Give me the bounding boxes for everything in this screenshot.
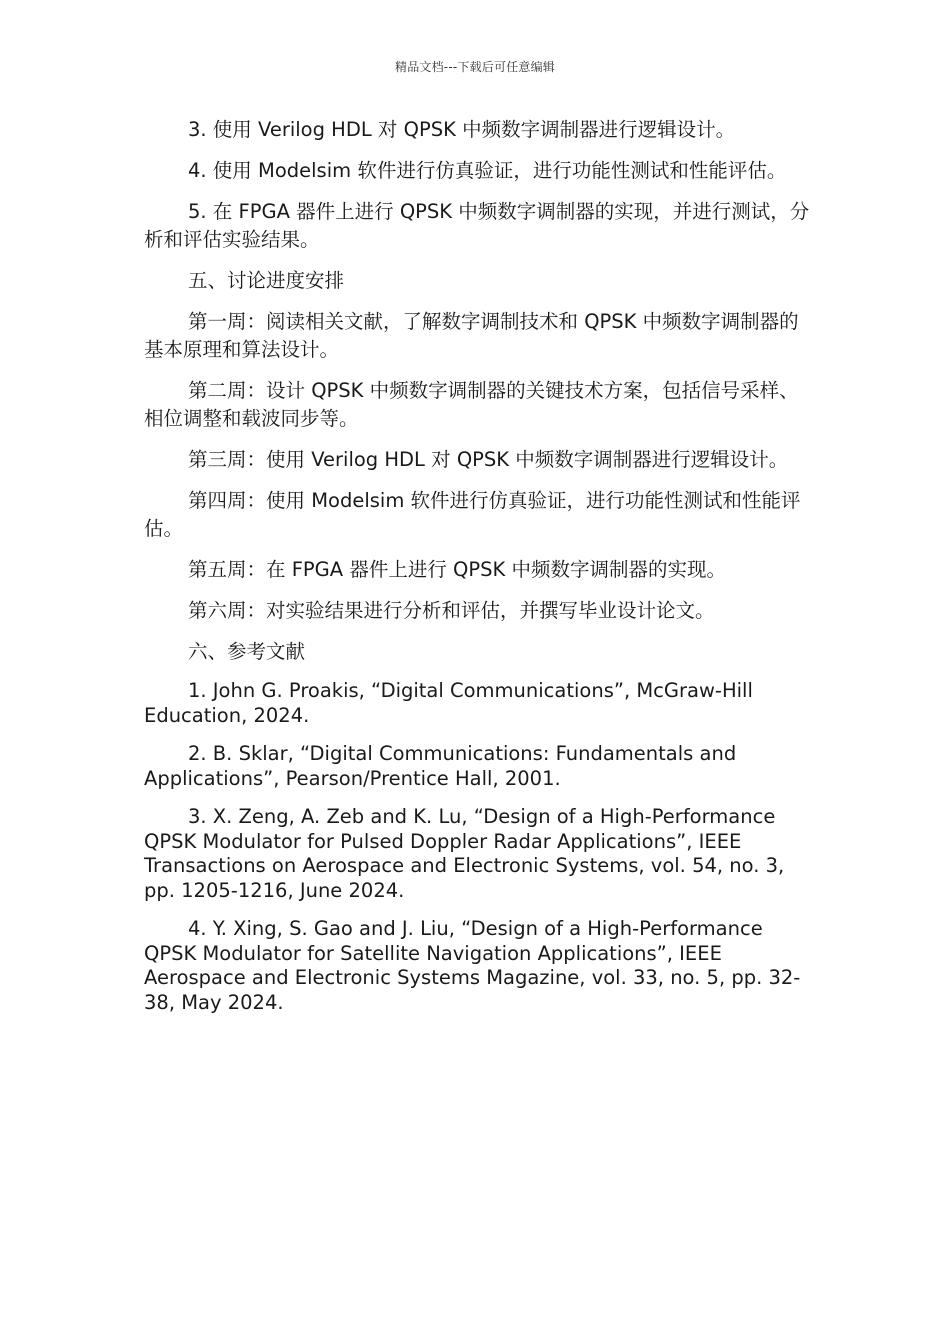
schedule-item: 第二周：设计 QPSK 中频数字调制器的关键技术方案，包括信号采样、相位调整和载波同步等。 xyxy=(144,379,799,430)
page-header: 精品文档---下载后可任意编辑 xyxy=(395,60,555,74)
schedule-item: 第五周：在 FPGA 器件上进行 QPSK 中频数字调制器的实现。 xyxy=(188,558,726,581)
steps-section xyxy=(144,116,812,666)
step-item: 5. 在 FPGA 器件上进行 QPSK 中频数字调制器的实现，并进行测试，分析和评估实验结果。 xyxy=(144,200,810,251)
document-body xyxy=(144,116,812,1029)
reference-item: 1. John G. Proakis, “Digital Communications”, McGraw-Hill Education, 2024. xyxy=(144,679,753,727)
schedule-item: 第四周：使用 Modelsim 软件进行仿真验证，进行功能性测试和性能评估。 xyxy=(144,489,801,540)
references-heading: 六、参考文献 xyxy=(188,640,306,663)
step-item: 3. 使用 Verilog HDL 对 QPSK 中频数字调制器进行逻辑设计。 xyxy=(188,118,736,141)
reference-item: 3. X. Zeng, A. Zeb and K. Lu, “Design of a High-Performance QPSK Modulator for Pulsed Doppler Radar Applications”, IEEE Transactions on Aerospace and Electronic Systems, vol. 54, no. 3, pp. 1205-1216, June 2024. xyxy=(144,805,785,902)
reference-item: 4. Y. Xing, S. Gao and J. Liu, “Design of a High-Performance QPSK Modulator for Satellite Navigation Applications”, IEEE Aerospace and Electronic Systems Magazine, vol. 33, no. 5, pp. 32-38, May 2024. xyxy=(144,917,801,1014)
references-section xyxy=(144,679,812,1015)
schedule-item: 第三周：使用 Verilog HDL 对 QPSK 中频数字调制器进行逻辑设计。 xyxy=(188,448,789,471)
schedule-item: 第一周：阅读相关文献，了解数字调制技术和 QPSK 中频数字调制器的基本原理和算法设计。 xyxy=(144,310,799,361)
reference-item: 2. B. Sklar, “Digital Communications: Fundamentals and Applications”, Pearson/Prentice Hall, 2001. xyxy=(144,742,737,790)
step-item: 4. 使用 Modelsim 软件进行仿真验证，进行功能性测试和性能评估。 xyxy=(188,159,787,182)
schedule-item: 第六周：对实验结果进行分析和评估，并撰写毕业设计论文。 xyxy=(188,599,715,622)
schedule-heading: 五、讨论进度安排 xyxy=(188,269,345,292)
